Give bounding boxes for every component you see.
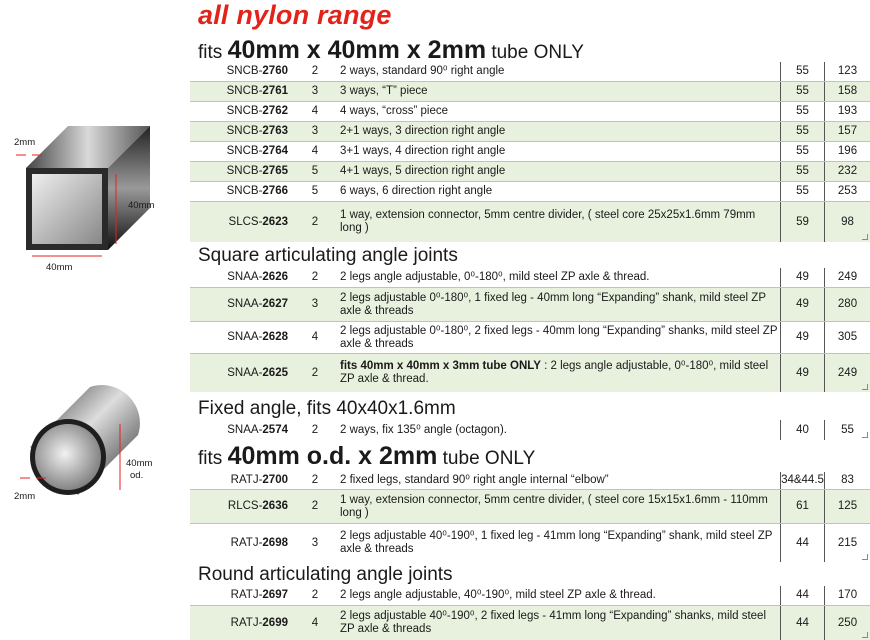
product-description-text: 3+1 ways, 4 direction right angle	[340, 145, 506, 157]
table-row	[190, 182, 870, 202]
product-code	[190, 142, 288, 161]
product-code	[190, 606, 288, 640]
product-code-prefix: SNAA-	[227, 423, 263, 436]
round-diameter-note: od.	[130, 470, 144, 481]
section-heading-square-tube: fits 40mm x 40mm x 2mm tube ONLY	[198, 36, 584, 64]
product-code-prefix: RLCS-	[227, 500, 263, 512]
product-qty: 3	[311, 536, 319, 549]
product-code-number: 2574	[262, 423, 288, 436]
product-code-prefix: SNCB-	[226, 65, 263, 77]
table-row	[190, 122, 870, 142]
product-qty: 3	[311, 298, 319, 310]
product-price: 123	[824, 62, 870, 81]
product-description-text: 2 legs angle adjustable, 0⁰-180⁰, mild steel ZP axle & thread.	[340, 271, 650, 283]
product-description-text: 2 legs adjustable 0⁰-180⁰, 1 fixed leg - 40mm long “Expanding” shank, mild steel ZP axle & threads	[340, 291, 766, 317]
product-description	[340, 472, 780, 489]
product-size: 44	[780, 524, 824, 562]
table-row	[190, 606, 870, 640]
product-description	[340, 322, 780, 353]
product-code	[190, 62, 288, 81]
product-description-text: 2 ways, standard 90⁰ right angle	[340, 65, 505, 77]
product-description-text: 2+1 ways, 3 direction right angle	[340, 125, 506, 137]
product-size: 55	[780, 102, 824, 121]
product-price: 170	[824, 586, 870, 605]
product-description-emphasis: fits 40mm x 40mm x 3mm tube ONLY	[340, 360, 541, 372]
product-description	[340, 288, 780, 321]
product-description	[340, 420, 780, 440]
product-code-prefix: RATJ-	[230, 474, 263, 486]
product-code	[190, 82, 288, 101]
product-description-text: 4 ways, “cross” piece	[340, 105, 449, 117]
product-size: 49	[780, 322, 824, 353]
table-row	[190, 102, 870, 122]
product-description	[340, 182, 780, 201]
product-size: 40	[780, 420, 824, 440]
product-description	[340, 524, 780, 562]
product-qty: 2	[311, 215, 319, 228]
product-code	[190, 420, 288, 440]
product-description-text: : 2 legs angle adjustable, 0⁰-180⁰, mild steel ZP axle & thread.	[340, 360, 769, 385]
product-code-number: 2760	[262, 65, 288, 77]
product-code-number: 2626	[262, 271, 288, 283]
product-code-prefix: SNAA-	[227, 298, 263, 310]
table-row	[190, 288, 870, 322]
product-code-prefix: SNCB-	[226, 105, 263, 117]
product-price: 305	[824, 322, 870, 353]
product-price: 158	[824, 82, 870, 101]
product-code-prefix: RATJ-	[230, 589, 263, 601]
product-code	[190, 586, 288, 605]
product-code-prefix: SLCS-	[228, 215, 263, 228]
row-end-mark	[862, 632, 868, 638]
table-row	[190, 62, 870, 82]
table-row	[190, 322, 870, 354]
square-width-label: 40mm	[46, 262, 73, 273]
product-code	[190, 490, 288, 523]
round-wall-label: 2mm	[14, 491, 36, 502]
product-code-prefix: SNCB-	[226, 85, 263, 97]
product-description	[340, 82, 780, 101]
product-price: 232	[824, 162, 870, 181]
product-price: 250	[824, 606, 870, 640]
product-code-number: 2623	[262, 215, 288, 228]
row-end-mark	[862, 432, 868, 438]
product-description	[340, 354, 780, 392]
product-description	[340, 102, 780, 121]
product-size: 55	[780, 162, 824, 181]
product-description	[340, 490, 780, 523]
product-size: 44	[780, 586, 824, 605]
product-size: 34&44.5	[780, 472, 824, 489]
table-row	[190, 202, 870, 242]
product-code-number: 2697	[262, 589, 288, 601]
table-row	[190, 162, 870, 182]
product-description-text: 4+1 ways, 5 direction right angle	[340, 165, 506, 177]
product-price: 196	[824, 142, 870, 161]
section-heading-fixed-angle: Fixed angle, fits 40x40x1.6mm	[198, 398, 456, 419]
product-code	[190, 202, 288, 242]
product-size: 55	[780, 182, 824, 201]
product-qty: 2	[311, 366, 319, 379]
product-description	[340, 122, 780, 141]
brand-title: all nylon range	[198, 0, 392, 30]
product-qty: 2	[311, 271, 319, 283]
product-qty: 3	[311, 85, 319, 97]
product-code	[190, 268, 288, 287]
product-description-text: 1 way, extension connector, 5mm centre divider, ( steel core 25x25x1.6mm 79mm long )	[340, 209, 756, 234]
section-heading-square-articulating: Square articulating angle joints	[198, 245, 458, 266]
table-row	[190, 420, 870, 440]
product-qty: 3	[311, 125, 319, 137]
product-code	[190, 122, 288, 141]
product-code-number: 2699	[262, 616, 288, 629]
product-qty: 5	[311, 165, 319, 177]
product-qty: 4	[311, 331, 319, 343]
product-code-prefix: SNAA-	[227, 331, 263, 343]
product-size: 49	[780, 268, 824, 287]
product-code-number: 2636	[262, 500, 288, 512]
product-description-text: 2 legs adjustable 40⁰-190⁰, 1 fixed leg - 41mm long “Expanding” shank, mild steel ZP axle & threads	[340, 530, 773, 555]
product-description-text: 2 ways, fix 135⁰ angle (octagon).	[340, 423, 507, 436]
product-code	[190, 354, 288, 392]
product-qty: 4	[311, 616, 319, 629]
product-code-number: 2761	[262, 85, 288, 97]
product-code-number: 2762	[262, 105, 288, 117]
product-price: 253	[824, 182, 870, 201]
product-code-number: 2766	[262, 185, 288, 197]
table-row	[190, 586, 870, 606]
product-price: 125	[824, 490, 870, 523]
product-code	[190, 162, 288, 181]
row-end-mark	[862, 234, 868, 240]
product-size: 61	[780, 490, 824, 523]
product-price: 55	[824, 420, 870, 440]
product-price: 83	[824, 472, 870, 489]
product-price: 280	[824, 288, 870, 321]
product-description-text: 3 ways, “T” piece	[340, 85, 428, 97]
product-price: 249	[824, 268, 870, 287]
product-description-text: 2 legs angle adjustable, 40⁰-190⁰, mild steel ZP axle & thread.	[340, 589, 656, 601]
product-code-prefix: SNCB-	[226, 185, 263, 197]
product-qty: 4	[311, 145, 319, 157]
product-qty: 2	[311, 474, 319, 486]
product-qty: 2	[311, 65, 319, 77]
product-code-prefix: SNAA-	[227, 271, 263, 283]
product-size: 44	[780, 606, 824, 640]
product-size: 55	[780, 142, 824, 161]
square-wall-label: 2mm	[14, 137, 36, 148]
product-qty: 2	[311, 423, 319, 436]
product-description	[340, 62, 780, 81]
product-code-number: 2625	[262, 366, 288, 379]
product-description	[340, 586, 780, 605]
product-qty: 2	[311, 589, 319, 601]
product-code-prefix: SNCB-	[226, 145, 263, 157]
product-code-number: 2698	[262, 536, 288, 549]
row-end-mark	[862, 384, 868, 390]
round-diameter-label: 40mm	[126, 458, 153, 469]
product-code-prefix: SNCB-	[226, 165, 263, 177]
section-heading-round-articulating: Round articulating angle joints	[198, 564, 453, 585]
product-qty: 2	[311, 500, 319, 512]
product-price: 193	[824, 102, 870, 121]
product-description-text: 2 fixed legs, standard 90⁰ right angle internal “elbow”	[340, 474, 609, 486]
product-price: 98	[824, 202, 870, 242]
product-code-number: 2628	[262, 331, 288, 343]
table-row	[190, 490, 870, 524]
product-price: 249	[824, 354, 870, 392]
product-code-prefix: RATJ-	[230, 616, 263, 629]
product-description	[340, 606, 780, 640]
product-description	[340, 268, 780, 287]
section-heading-round-tube: fits 40mm o.d. x 2mm tube ONLY	[198, 442, 536, 470]
product-size: 55	[780, 82, 824, 101]
table-row	[190, 524, 870, 562]
product-description-text: 1 way, extension connector, 5mm centre divider, ( steel core 15x15x1.6mm - 110mm long )	[340, 493, 768, 519]
product-code-number: 2765	[262, 165, 288, 177]
product-price: 157	[824, 122, 870, 141]
table-row	[190, 472, 870, 490]
product-code-prefix: SNCB-	[226, 125, 263, 137]
square-height-label: 40mm	[128, 200, 155, 211]
product-code-number: 2763	[262, 125, 288, 137]
product-code	[190, 472, 288, 489]
row-end-mark	[862, 554, 868, 560]
product-description	[340, 142, 780, 161]
product-code	[190, 524, 288, 562]
product-size: 55	[780, 62, 824, 81]
table-row	[190, 82, 870, 102]
product-code-prefix: SNAA-	[227, 366, 263, 379]
product-size: 55	[780, 122, 824, 141]
product-code-prefix: RATJ-	[230, 536, 263, 549]
product-size: 49	[780, 354, 824, 392]
product-code	[190, 102, 288, 121]
product-description-text: 2 legs adjustable 40⁰-190⁰, 2 fixed legs - 41mm long “Expanding” shanks, mild steel ZP axle & threads	[340, 610, 767, 635]
product-description-text: 6 ways, 6 direction right angle	[340, 185, 493, 197]
product-size: 59	[780, 202, 824, 242]
table-row	[190, 142, 870, 162]
product-description-text: 2 legs adjustable 0⁰-180⁰, 2 fixed legs - 40mm long “Expanding” shanks, mild steel ZP axle & threads	[340, 324, 778, 350]
product-description	[340, 162, 780, 181]
product-code-number: 2700	[262, 474, 288, 486]
product-code-number: 2627	[262, 298, 288, 310]
product-price: 215	[824, 524, 870, 562]
product-size: 49	[780, 288, 824, 321]
round-tube-icon	[20, 372, 153, 502]
table-row	[190, 354, 870, 392]
product-qty: 5	[311, 185, 319, 197]
table-row	[190, 268, 870, 288]
product-code	[190, 182, 288, 201]
product-qty: 4	[311, 105, 319, 117]
product-description	[340, 202, 780, 242]
product-code-number: 2764	[262, 145, 288, 157]
product-code	[190, 288, 288, 321]
product-code	[190, 322, 288, 353]
